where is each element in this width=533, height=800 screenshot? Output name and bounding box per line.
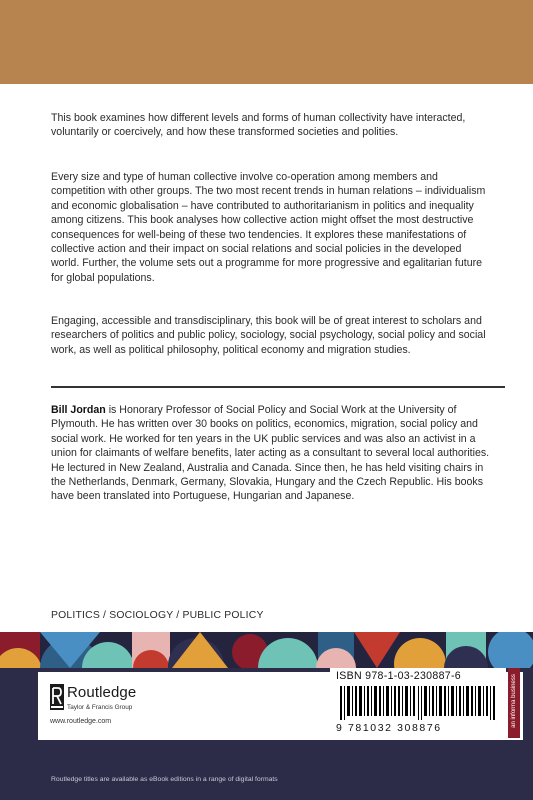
blurb-paragraph-1: This book examines how different levels and forms of human collectivity have interacted, voluntarily or coercively, and how these transformed societies and polities. — [51, 112, 466, 139]
blurb-paragraph-2: Every size and type of human collective involve co-operation among members and competition with other groups. The two most recent trends in human relations – individualism and economic globalisation – have contributed to authoritarianism in politics and inequality among citizens. This book analyses how collective action might offset the most destructive consequences for well-being of these two tendencies. It explores these manifestations of collective action and their impact on social relations and social policies in the developed world. Further, the volume sets out a programme for more progressive and egalitarian future for global populations. — [51, 171, 486, 284]
ebook-note: Routledge titles are available as eBook editions in a range of digital formats — [51, 776, 278, 783]
routledge-r-logo-icon — [50, 684, 64, 710]
barcode-digits: 9 781032 308876 — [336, 722, 442, 734]
isbn-label: ISBN 978-1-03-230887-6 — [336, 670, 461, 682]
top-color-band — [0, 0, 533, 84]
blurb-paragraph-3: Engaging, accessible and transdisciplinary, this book will be of great interest to scholars and researchers of politics and public policy, sociology, social psychology, social policy and social work, as well as political philosophy, political economy and migration studies. — [51, 315, 486, 356]
subject-categories: POLITICS / SOCIOLOGY / PUBLIC POLICY — [51, 610, 264, 621]
divider-rule — [51, 386, 505, 388]
publisher-url[interactable]: www.routledge.com — [50, 718, 112, 725]
author-name: Bill Jordan — [51, 404, 106, 416]
informa-side-tab-text: an informa business — [511, 674, 517, 728]
publisher-group: Taylor & Francis Group — [67, 704, 133, 711]
author-bio — [51, 403, 491, 504]
decorative-pattern-strip — [0, 632, 533, 668]
publisher-name: Routledge — [67, 684, 137, 701]
barcode-icon — [340, 686, 500, 720]
author-bio-text: is Honorary Professor of Social Policy and Social Work at the University of Plymouth. He has written over 30 books on politics, economics, migration, social policy and social work. He worked for ten years in the UK public services and was also an activist in a union for claimants of welfare benefits, later acting as a consultant to several local authorities. He lectured in New Zealand, Australia and Canada. Since then, he has held visiting chairs in the Netherlands, Denmark, Germany, Slovakia, Hungary and the Czech Republic. His books have been translated into Portuguese, Hungarian and Japanese. — [51, 404, 490, 503]
